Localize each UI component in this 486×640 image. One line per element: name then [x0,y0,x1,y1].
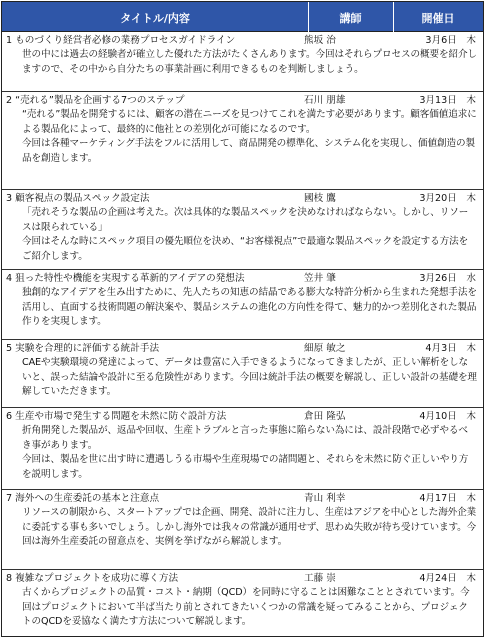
description-paragraph: 古くからプロジェクトの品質・コスト・納期（QCD）を同時に守ることは困難なこととされています。今回はプロジェクトにおいて半ば当たり前とされてきたいくつかの常識を疑ってみることから、プロジェクトのQCDを妥協なく満たす方法について解説します。 [22,587,470,628]
lecturer-name: 國枝 鷹 [304,193,336,204]
table-row [2,340,483,408]
description-paragraph: 「売れそうな製品の企画は考えた。次は具体的な製品スペックを決めなければならない。しかし、リソースは限られている」 [22,207,469,233]
seminar-description [22,48,477,77]
description-paragraph: リソースの制限から、スタートアップでは企画、開発、設計に注力し、生産はアジアを中心とした海外企業に委託する事も多いでしょう。しかし海外では我々の常識が通用せず、思わぬ失敗が待ち受けています。今回は海外生産委託の留意点を、実例を挙げながら解説します。 [22,507,477,548]
seminar-title: 3 顧客視点の製品スペック設定法 [6,193,150,204]
session-date: 4月24日 木 [419,573,476,584]
lecturer-name: 青山 利幸 [304,493,346,504]
table-row [2,92,483,190]
header-lecturer: 講師 [339,12,362,25]
description-paragraph: 独創的なアイデアを生み出すために、先人たちの知恵の結晶である膨大な特許分析から生まれた発想手法を活用し、直面する技術問題の解決案や、製品システムの進化の方向性を得て、魅力的かつ差別化された製品作りを実現します。 [22,287,477,328]
seminar-description [22,586,477,630]
session-date: 3月13日 木 [419,95,476,106]
description-paragraph: “売れる”製品を開発するには、顧客の潜在ニーズを見つけてこれを満たす必要があります。顧客価値追求による製品化によって、最終的に他社との差別化が可能になるのです。 [22,109,477,135]
description-paragraph: 折角開発した製品が、返品や回収、生産トラブルと言った事態に陥らない為には、設計段階で必ずやるべき事があります。 [22,425,468,451]
lecturer-name: 細原 敏之 [304,343,346,354]
seminar-title: 1 ものづくり経営者必修の業務プロセスガイドライン [6,35,236,46]
lecturer-name: 倉田 隆弘 [304,411,346,422]
seminar-description [22,206,477,264]
header-date: 開催日 [421,12,455,25]
seminar-title: 6 生産や市場で発生する問題を未然に防ぐ設計方法 [6,411,227,422]
table-row [2,32,483,92]
session-date: 4月17日 木 [419,493,476,504]
seminar-description [22,286,477,330]
session-date: 3月6日 木 [425,35,476,46]
table-row [2,570,483,636]
seminar-description [22,356,477,400]
table-row [2,270,483,340]
description-paragraph: 今回は、製品を世に出す時に遭遇しうる市場や生産現場での諸問題と、それらを未然に防ぐ正しいやり方を説明します。 [22,454,469,480]
seminar-title: 7 海外への生産委託の基本と注意点 [6,493,160,504]
seminar-description [22,506,477,550]
table-row [2,190,483,270]
table-row [2,408,483,490]
session-date: 3月20日 木 [419,193,476,204]
description-paragraph: CAEや実験環境の発達によって、データは豊富に入手できるようになってきましたが、正しい解析をしないと、誤った結論や設計に至る危険性があります。今回は統計手法の概要を解説し、正しい設計の基礎を理解していただきます。 [22,357,477,398]
seminar-title: 4 狙った特性や機能を実現する革新的アイデアの発想法 [6,273,245,284]
description-paragraph: 今回はそんな時にスペック項目の優先順位を決め、“お客様視点”で最適な製品スペックを設定する方法をご紹介します。 [22,236,469,262]
seminar-title: 8 複雑なプロジェクトを成功に導く方法 [6,573,179,584]
session-date: 3月26日 水 [419,273,476,284]
lecturer-name: 熊坂 治 [304,35,336,46]
schedule-table [1,1,484,637]
session-date: 4月3日 木 [425,343,476,354]
seminar-title: 2 “売れる”製品を企画する7つのステップ [6,95,185,106]
header-title: タイトル/内容 [120,12,190,25]
table-row [2,490,483,570]
description-paragraph: 世の中には過去の経験者が確立した優れた方法がたくさんあります。今回はそれらプロセスの概要を紹介しますので、その中から自分たちの事業計画に利用できるものを判断しましょう。 [22,49,477,75]
description-paragraph: 今回は各種マーケティング手法をフルに活用して、商品開発の標準化、システム化を実現し、価値創造の製品を創造します。 [22,138,476,164]
seminar-description [22,108,477,166]
table-header [2,2,483,32]
lecturer-name: 工藤 崇 [304,573,336,584]
seminar-description [22,424,477,482]
lecturer-name: 石川 朋雄 [304,95,346,106]
seminar-title: 5 実験を合理的に評価する統計手法 [6,343,160,354]
session-date: 4月10日 木 [419,411,476,422]
lecturer-name: 笠井 肇 [304,273,336,284]
